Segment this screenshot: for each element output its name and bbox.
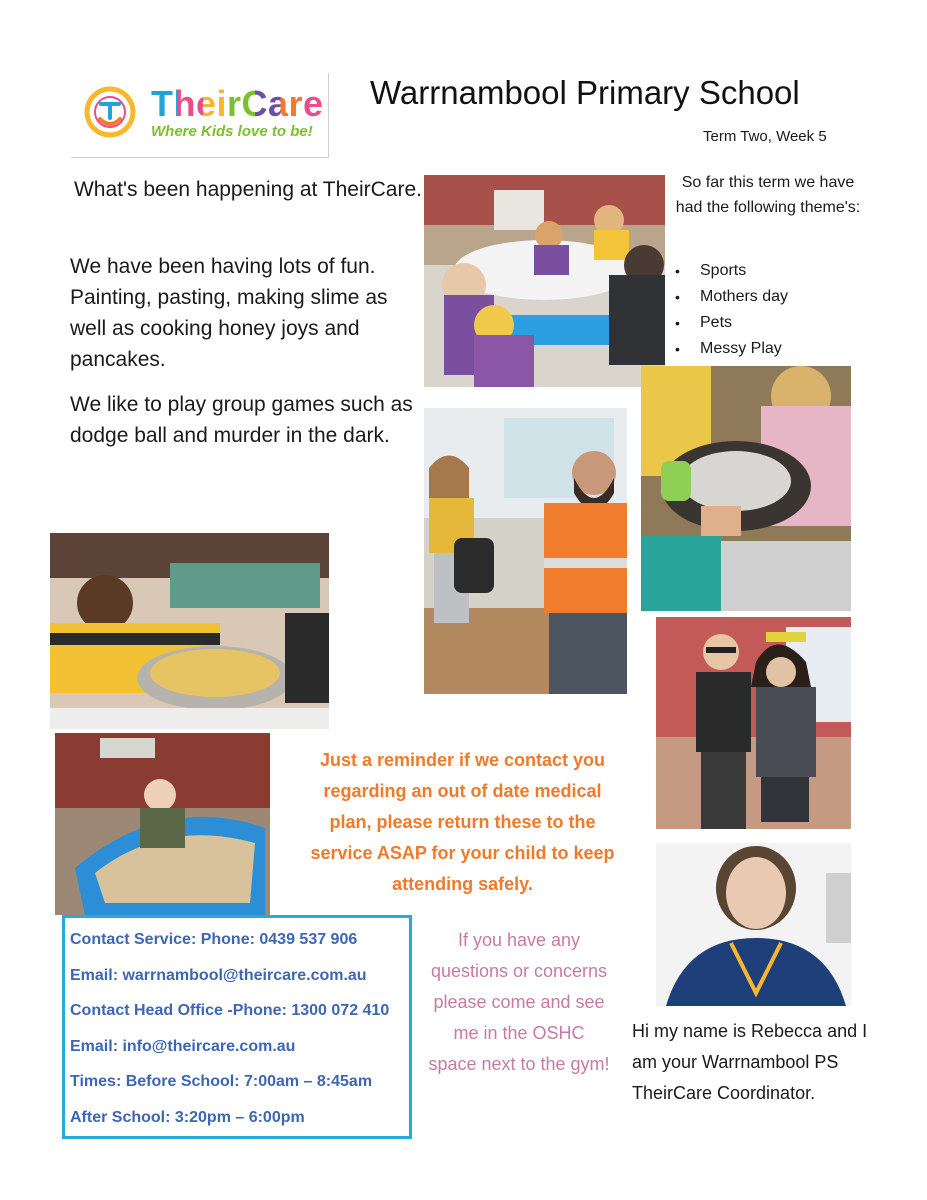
theircare-logo — [71, 73, 329, 158]
questions-note: If you have any questions or concerns please come and see me in the OSHC space next to the gym! — [428, 930, 610, 1074]
photo-hands-in-slime — [641, 366, 851, 611]
medical-plan-reminder: Just a reminder if we contact you regarding an out of date medical plan, please return these to the service ASAP for your child to keep attending safely. — [310, 750, 615, 894]
smiley-logo-icon — [83, 85, 137, 139]
theme-item: • Mothers day — [672, 284, 788, 310]
logo-tagline: Where Kids love to be! — [151, 123, 313, 140]
page-title: Warrnambool Primary School — [370, 74, 800, 111]
themes-list — [672, 258, 788, 362]
contact-head-office-email: Email: info@theircare.com.au — [70, 1037, 296, 1055]
photo-boys-costume — [656, 617, 851, 829]
happening-heading: What's been happening at TheirCare. — [73, 178, 422, 201]
theme-item: • Messy Play — [672, 336, 788, 362]
coordinator-intro: Hi my name is Rebecca and I am your Warrnambool PS TheirCare Coordinator. — [632, 1021, 868, 1103]
photo-sandpit — [55, 733, 270, 915]
happening-paragraph-2: We like to play group games such as dodge ball and murder in the dark. — [70, 393, 413, 447]
logo-brand — [151, 83, 324, 125]
theme-item: • Sports — [672, 258, 788, 284]
themes-intro: So far this term we have had the following theme's: — [675, 174, 861, 216]
contact-service-phone: Contact Service: Phone: 0439 537 906 — [70, 931, 358, 948]
logo-brand-text: TheirCare — [151, 83, 324, 124]
times-before-school: Times: Before School: 7:00am – 8:45am — [70, 1073, 373, 1090]
contact-box — [62, 915, 412, 1139]
photo-child-with-staff — [424, 408, 627, 694]
photo-messy-play-table — [424, 175, 665, 387]
term-label: Term Two, Week 5 — [703, 128, 827, 145]
contact-head-office-phone: Contact Head Office -Phone: 1300 072 410 — [70, 1002, 390, 1019]
photo-mixing-bowl — [50, 533, 329, 729]
theme-item: • Pets — [672, 310, 788, 336]
happening-paragraph-1: We have been having lots of fun. Painting, pasting, making slime as well as cooking honey joys and pancakes. — [70, 255, 388, 371]
contact-service-email: Email: warrnambool@theircare.com.au — [70, 966, 367, 984]
times-after-school: After School: 3:20pm – 6:00pm — [70, 1108, 305, 1126]
photo-coordinator — [656, 843, 851, 1006]
